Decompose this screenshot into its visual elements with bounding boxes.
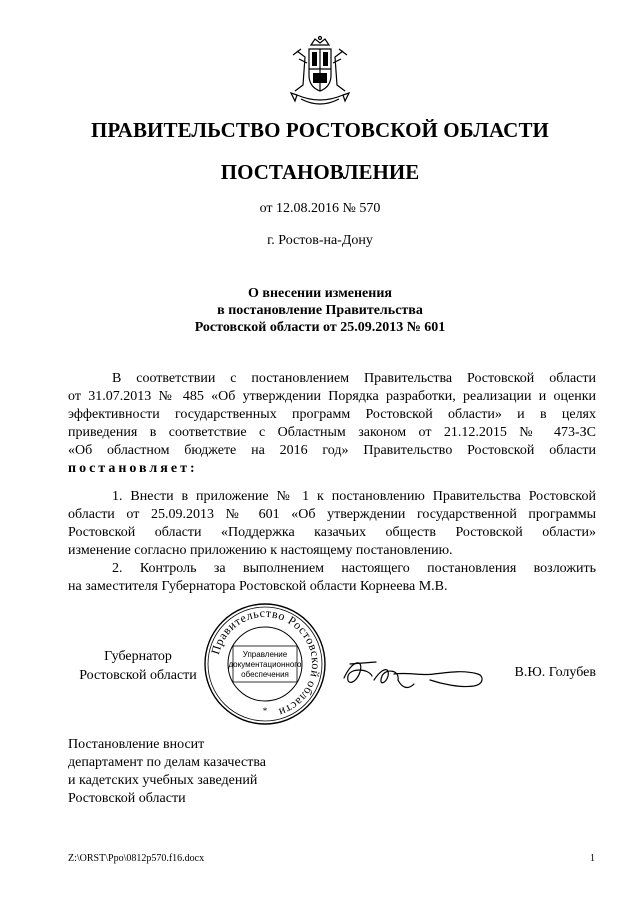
item-1-paragraph	[68, 488, 596, 560]
position-line: Ростовской области	[79, 668, 197, 683]
paragraph-line: В соответствии с постановлением Правительства Ростовской области	[112, 371, 596, 386]
subject-line: в постановление Правительства	[217, 303, 423, 318]
official-stamp	[203, 602, 327, 726]
svg-text:*: *	[262, 706, 268, 716]
city: г. Ростов-на-Дону	[267, 233, 373, 248]
note-line: департамент по делам казачества	[68, 755, 266, 770]
resolves-word: постановляет:	[68, 461, 198, 476]
item-2-paragraph	[68, 560, 596, 596]
subject-line: Ростовской области от 25.09.2013 № 601	[194, 320, 446, 335]
stamp-center-line: Управление	[242, 650, 288, 659]
subject-line: О внесении изменения	[248, 286, 392, 301]
coat-of-arms-emblem	[287, 35, 353, 111]
paragraph-line: Ростовской области «Поддержка казачьих обществ Ростовской области»	[68, 525, 596, 540]
paragraph-line: 2. Контроль за выполнением настоящего постановления возложить	[112, 561, 596, 576]
paragraph-line: на заместителя Губернатора Ростовской области Корнеева М.В.	[68, 579, 448, 594]
handwritten-signature	[338, 650, 488, 696]
file-path: Z:\ORST\Ppo\0812p570.f16.docx	[68, 853, 205, 864]
position-line: Губернатор	[104, 649, 172, 664]
submitter-note	[68, 736, 266, 808]
document-subject	[0, 285, 640, 336]
paragraph-line: от 31.07.2013 № 485 «Об утверждении Порядка разработки, реализации и оценки	[68, 389, 596, 404]
note-line: Постановление вносит	[68, 737, 205, 752]
document-type-title: ПОСТАНОВЛЕНИЕ	[220, 160, 420, 184]
signatory-position	[68, 647, 208, 685]
note-line: Ростовской области	[68, 791, 186, 806]
paragraph-line: изменение согласно приложению к настоящему постановлению.	[68, 543, 453, 558]
page-number: 1	[590, 853, 595, 864]
paragraph-line: 1. Внести в приложение № 1 к постановлению Правительства Ростовской	[112, 489, 596, 504]
organization-title: ПРАВИТЕЛЬСТВО РОСТОВСКОЙ ОБЛАСТИ	[91, 118, 549, 142]
paragraph-line: приведения в соответствие с Областным законом от 21.12.2015 № 473-ЗС	[68, 425, 596, 440]
paragraph-line: области от 25.09.2013 № 601 «Об утверждении государственной программы	[68, 507, 596, 522]
date-number: от 12.08.2016 № 570	[259, 201, 381, 216]
paragraph-line: эффективности государственных программ Ростовской области» и в целях	[68, 407, 596, 422]
stamp-center-line: документационного	[228, 660, 302, 669]
stamp-ring-text: Правительство Ростовской области	[208, 605, 324, 720]
stamp-center-line: обеспечения	[241, 670, 289, 679]
signatory-name: В.Ю. Голубев	[514, 665, 596, 680]
note-line: и кадетских учебных заведений	[68, 773, 258, 788]
preamble-paragraph	[68, 370, 596, 478]
paragraph-line: «Об областном бюджете на 2016 год» Правительство Ростовской области	[68, 443, 596, 458]
